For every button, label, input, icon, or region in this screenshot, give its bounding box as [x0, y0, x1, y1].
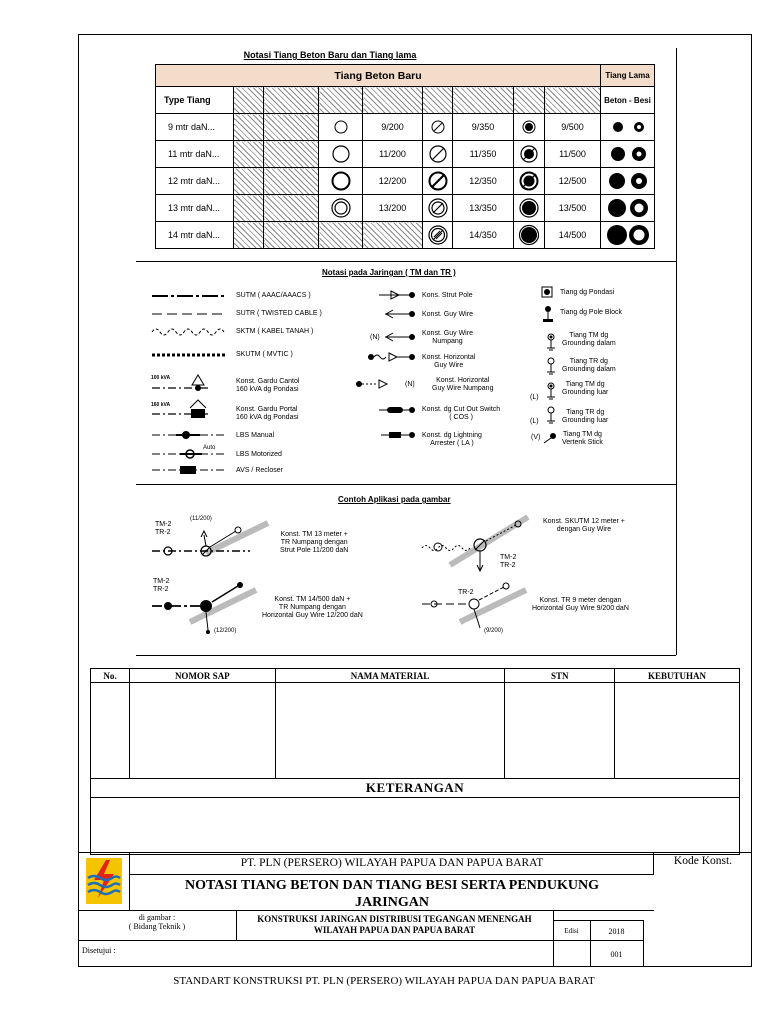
- edisi-label: Edisi: [564, 927, 579, 935]
- pole-value: 14/500: [545, 222, 601, 249]
- pole-value: 9/500: [545, 114, 601, 141]
- col-header-nama-material: NAMA MATERIAL: [275, 669, 505, 683]
- example-2-labels: TM-2 TR-2: [500, 554, 517, 569]
- pole-350-icon: [428, 144, 448, 164]
- keterangan-body: [91, 798, 740, 855]
- example-4-tag: (9/200): [484, 628, 504, 634]
- pole-500-icon: [521, 119, 537, 135]
- digambar-label: di gambar : ( Bidang Teknik ): [128, 913, 186, 931]
- legend-tiang-pole-block: Tiang dg Pole Block: [560, 309, 622, 316]
- type-tiang-label: Type Tiang: [156, 87, 234, 114]
- example-2-text: Konst. SKUTM 12 meter + dengan Guy Wire: [543, 518, 625, 533]
- legend-horizontal-guy-wire-numpang: Konst. Horizontal Guy Wire Numpang: [432, 377, 494, 392]
- l-tag: (L): [530, 394, 539, 401]
- row-label: 11 mtr daN...: [156, 141, 234, 168]
- drawing-subtitle: KONSTRUKSI JARINGAN DISTRIBUSI TEGANGAN MENENGAH WILAYAH PAPUA DAN PAPUA BARAT: [257, 914, 532, 935]
- pole-500-icon: [518, 170, 540, 192]
- legend-tr-grounding-dalam: Tiang TR dg Grounding dalam: [562, 358, 616, 373]
- col-header-stn: STN: [505, 669, 615, 683]
- example-4-diagram: [420, 582, 530, 642]
- example-3-labels: TM-2 TR-2: [153, 578, 170, 593]
- pole-500-icon: [518, 224, 540, 246]
- edisi-value: 2018: [608, 927, 625, 936]
- section-divider: [136, 261, 676, 262]
- pole-value: 13/200: [363, 195, 423, 222]
- header-tiang-lama: Tiang Lama: [601, 65, 655, 87]
- table-row: [156, 141, 655, 168]
- pole-value: 11/200: [363, 141, 423, 168]
- example-4-label: TR-2: [458, 589, 474, 596]
- legend-sktm: SKTM ( KABEL TANAH ): [236, 328, 314, 335]
- tiang-lama-icon: [604, 170, 652, 192]
- pole-350-icon: [427, 224, 449, 246]
- v-tag: (V): [531, 434, 541, 441]
- pole-200-icon: [330, 197, 352, 219]
- example-3-text: Konst. TM 14/500 daN + TR Numpang dengan Horizontal Guy Wire 12/200 daN: [262, 596, 363, 619]
- pole-200-icon: [331, 144, 351, 164]
- legend-guy-wire: Konst. Guy Wire: [422, 311, 473, 318]
- pole-value: 12/350: [453, 168, 514, 195]
- section-divider: [136, 655, 676, 656]
- legend-sutr: SUTR ( TWISTED CABLE ): [236, 310, 322, 317]
- company-name: PT. PLN (PERSERO) WILAYAH PAPUA DAN PAPUA BARAT: [240, 857, 544, 869]
- pole-350-icon: [427, 197, 449, 219]
- legend-strut-pole: Kons. Strut Pole: [422, 292, 473, 299]
- table-row: [91, 683, 740, 779]
- pole-350-icon: [427, 170, 449, 192]
- pole-value: 12/200: [363, 168, 423, 195]
- legend-lbs-manual: LBS Manual: [236, 432, 275, 439]
- row-label: 12 mtr daN...: [156, 168, 234, 195]
- sheet-number: 001: [610, 950, 623, 959]
- notasi-tiang-table: [155, 64, 655, 249]
- pole-value: 9/350: [453, 114, 514, 141]
- pole-200-icon: [333, 119, 349, 135]
- legend-la: Konst. dg Lightning Arrester ( LA ): [422, 432, 482, 447]
- disetujui-label: Disetujui :: [82, 946, 116, 955]
- section-divider: [136, 484, 676, 485]
- legend-avs: AVS / Recloser: [236, 467, 283, 474]
- notasi-jaringan-title: Notasi pada Jaringan ( TM dan TR ): [322, 268, 456, 277]
- pln-logo-icon: [86, 858, 122, 904]
- example-1-text: Konst. TM 13 meter + TR Numpang dengan Strut Pole 11/200 daN: [280, 531, 349, 554]
- example-2-diagram: [420, 515, 530, 585]
- col-header-no: No.: [91, 669, 130, 683]
- section-border: [676, 48, 677, 655]
- beton-besi-label: Beton - Besi: [601, 87, 655, 114]
- gardu-tag: 160 kVA: [151, 402, 171, 408]
- keterangan-header: KETERANGAN: [91, 779, 740, 798]
- l-tag: (L): [530, 418, 539, 425]
- pole-value: 14/350: [453, 222, 514, 249]
- table-row: [156, 222, 655, 249]
- header-tiang-baru: Tiang Beton Baru: [156, 65, 601, 87]
- grounding-legend-symbols: [530, 285, 560, 455]
- example-4-text: Konst. TR 9 meter dengan Horizontal Guy Wire 9/200 daN: [532, 597, 629, 612]
- table-row: [156, 168, 655, 195]
- pole-value: 13/350: [453, 195, 514, 222]
- pole-value: 11/350: [453, 141, 514, 168]
- n-tag: (N): [370, 334, 380, 341]
- line-legend-symbols: [150, 287, 230, 477]
- material-table: [90, 668, 740, 855]
- legend-tiang-pondasi: Tiang dg Pondasi: [560, 289, 615, 296]
- construction-legend-symbols: [355, 287, 421, 457]
- n-tag: (N): [405, 381, 415, 388]
- tiang-lama-icon: [606, 119, 650, 135]
- legend-horizontal-guy-wire: Konst. Horizontal Guy Wire: [422, 354, 476, 369]
- pole-value: 12/500: [545, 168, 601, 195]
- table-row: [156, 114, 655, 141]
- legend-lbs-motorized: LBS Motorized: [236, 451, 282, 458]
- legend-sutm: SUTM ( AAAC/AAACS ): [236, 292, 311, 299]
- drawing-title: NOTASI TIANG BETON DAN TIANG BESI SERTA PENDUKUNG JARINGAN: [184, 878, 600, 910]
- tiang-lama-icon: [606, 144, 650, 164]
- gardu-tag: 100 kVA: [151, 375, 171, 381]
- notasi-tiang-title: Notasi Tiang Beton Baru dan Tiang lama: [243, 50, 417, 60]
- legend-guy-wire-numpang: Konst. Guy Wire Numpang: [422, 330, 473, 345]
- tiang-lama-icon: [604, 197, 652, 219]
- pole-350-icon: [430, 119, 446, 135]
- pole-value: 9/200: [363, 114, 423, 141]
- legend-vertenk-stick: Tiang TM dg Vertenk Stick: [562, 431, 603, 446]
- row-label: 13 mtr daN...: [156, 195, 234, 222]
- auto-tag: Auto: [203, 445, 216, 451]
- kode-konst-label: Kode Konst.: [673, 855, 733, 867]
- legend-skutm: SKUTM ( MVTIC ): [236, 351, 293, 358]
- row-label: 9 mtr daN...: [156, 114, 234, 141]
- legend-gardu-cantol: Konst. Gardu Cantol 160 kVA dg Pondasi: [236, 378, 300, 393]
- legend-tm-grounding-dalam: Tiang TM dg Grounding dalam: [562, 332, 616, 347]
- table-row: [156, 195, 655, 222]
- pole-value: 13/500: [545, 195, 601, 222]
- example-1-labels: TM-2 TR-2: [155, 521, 172, 536]
- pole-value: 11/500: [545, 141, 601, 168]
- col-header-kebutuhan: KEBUTUHAN: [615, 669, 740, 683]
- row-label: 14 mtr daN...: [156, 222, 234, 249]
- tiang-lama-icon: [604, 224, 652, 246]
- legend-tr-grounding-luar: Tiang TR dg Grounding luar: [562, 409, 609, 424]
- pole-500-icon: [519, 144, 539, 164]
- example-3-tag: (12/200): [214, 628, 237, 634]
- legend-cos: Konst. dg Cut Out Switch ( COS ): [422, 406, 501, 421]
- legend-gardu-portal: Konst. Gardu Portal 160 kVA dg Pondasi: [236, 406, 299, 421]
- pole-500-icon: [518, 197, 540, 219]
- pole-200-icon: [330, 170, 352, 192]
- example-1-tag: (11/200): [190, 516, 212, 522]
- col-header-nomor-sap: NOMOR SAP: [129, 669, 275, 683]
- legend-tm-grounding-luar: Tiang TM dg Grounding luar: [562, 381, 609, 396]
- contoh-aplikasi-title: Contoh Aplikasi pada gambar: [338, 495, 451, 504]
- page-footer: STANDART KONSTRUKSI PT. PLN (PERSERO) WILAYAH PAPUA DAN PAPUA BARAT: [173, 975, 595, 987]
